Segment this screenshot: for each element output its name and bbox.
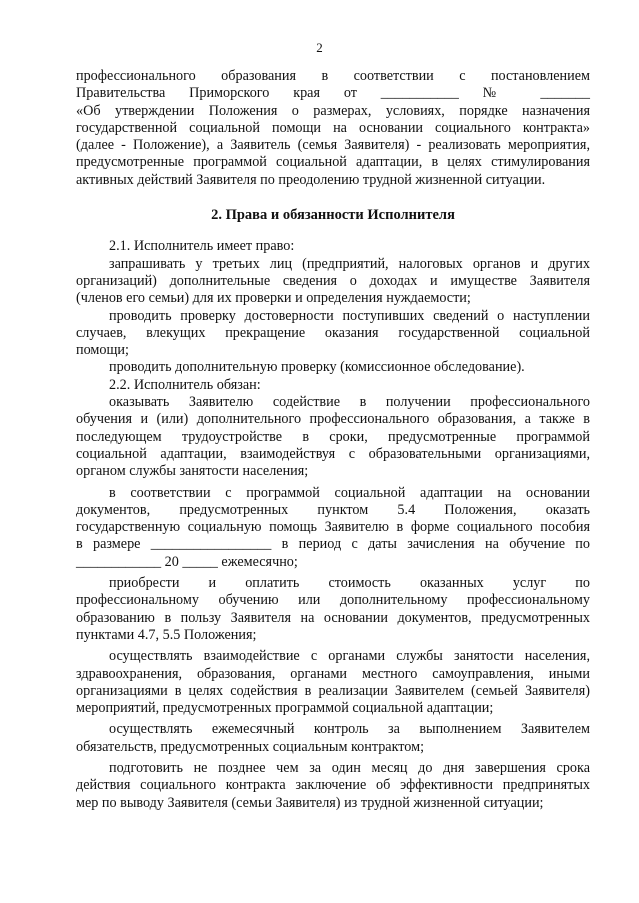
text-line: профессиональному обучению или дополнительному профессиональному bbox=[76, 592, 590, 609]
section-title: 2. Права и обязанности Исполнителя bbox=[211, 207, 455, 224]
page-number: 2 bbox=[316, 40, 323, 55]
rights-item bbox=[76, 359, 590, 376]
rights-list bbox=[76, 256, 590, 377]
text-line: здравоохранения, образования, органами местного самоуправления, иными bbox=[76, 665, 590, 682]
duties-list bbox=[76, 394, 590, 812]
text-line: действия социального контракта заключение об эффективности предпринятых bbox=[76, 777, 590, 794]
text-line: профессионального образования в соответствии с постановлением bbox=[76, 68, 590, 84]
text-line: осуществлять взаимодействие с органами службы занятости населения, bbox=[109, 648, 590, 665]
document-body bbox=[76, 68, 590, 812]
duties-item bbox=[76, 485, 590, 571]
text-line: оказывать Заявителю содействие в получении профессионального bbox=[109, 394, 590, 411]
duties-item bbox=[76, 648, 590, 717]
text-line: организаций) дополнительные сведения о доходах и имуществе Заявителя bbox=[76, 272, 590, 289]
text-line: активных действий Заявителя по преодолению трудной жизненной ситуации. bbox=[76, 171, 546, 188]
text-line: в соответствии с программой социальной адаптации на основании bbox=[109, 484, 590, 501]
text-line: помощи; bbox=[76, 342, 129, 359]
duties-heading: 2.2. Исполнитель обязан: bbox=[109, 376, 261, 393]
text-line: случаев, влекущих прекращение оказания государственной социальной bbox=[76, 324, 590, 341]
duties-item bbox=[76, 575, 590, 644]
duties-item bbox=[76, 760, 590, 812]
rights-item bbox=[76, 308, 590, 360]
rights-item bbox=[76, 256, 590, 308]
text-line: подготовить не позднее чем за один месяц до дня завершения срока bbox=[109, 759, 590, 776]
text-line: запрашивать у третьих лиц (предприятий, налоговых органов и других bbox=[109, 255, 590, 272]
text-line: осуществлять ежемесячный контроль за выполнением Заявителем bbox=[109, 721, 590, 738]
intro-paragraph bbox=[76, 68, 590, 189]
text-line: обучения и (или) дополнительного профессионального образования, а также в bbox=[76, 411, 590, 428]
text-line: (членов его семьи) для их проверки и определения нуждаемости; bbox=[76, 290, 471, 307]
text-line: (далее - Положение), а Заявитель (семья Заявителя) - реализовать мероприятия, bbox=[76, 137, 590, 154]
text-line: приобрести и оплатить стоимость оказанных услуг по bbox=[109, 575, 590, 592]
text-line: мер по выводу Заявителя (семьи Заявителя) из трудной жизненной ситуации; bbox=[76, 794, 544, 811]
text-line: социальной адаптации, взаимодействуя с образовательными организациями, bbox=[76, 445, 590, 462]
text-line: организациями в целях содействия в реализации Заявителем (семьей Заявителя) bbox=[76, 682, 590, 699]
rights-heading: 2.1. Исполнитель имеет право: bbox=[109, 238, 295, 255]
duties-item bbox=[76, 394, 590, 480]
text-line: документов, предусмотренных пунктом 5.4 Положения, оказать bbox=[76, 501, 590, 518]
text-line: в размере _________________ в период с даты зачисления на обучение по bbox=[76, 536, 590, 553]
text-line: государственной социальной помощи на основании социального контракта» bbox=[76, 119, 590, 136]
text-line: «Об утверждении Положения о размерах, условиях, порядке назначения bbox=[76, 102, 590, 119]
duties-item bbox=[76, 721, 590, 756]
text-line: мероприятий, предусмотренных программой социальной адаптации; bbox=[76, 700, 494, 717]
text-line: ____________ 20 _____ ежемесячно; bbox=[76, 553, 298, 570]
text-line: обязательств, предусмотренных социальным контрактом; bbox=[76, 738, 425, 755]
text-line: государственную социальную помощь Заявителю в форме социального пособия bbox=[76, 519, 590, 536]
text-line: проводить проверку достоверности поступивших сведений о наступлении bbox=[109, 307, 590, 324]
text-line: пунктами 4.7, 5.5 Положения; bbox=[76, 626, 257, 643]
text-line: проводить дополнительную проверку (комиссионное обследование). bbox=[109, 359, 525, 376]
text-line: Правительства Приморского края от ___________ № _______ bbox=[76, 85, 590, 102]
text-line: последующем трудоустройстве в сроки, предусмотренные программой bbox=[76, 428, 590, 445]
text-line: образованию в пользу Заявителя на основании документов, предусмотренных bbox=[76, 609, 590, 626]
text-line: органом службы занятости населения; bbox=[76, 463, 309, 480]
text-line: предусмотренные программой социальной адаптации, в целях стимулирования bbox=[76, 154, 590, 171]
